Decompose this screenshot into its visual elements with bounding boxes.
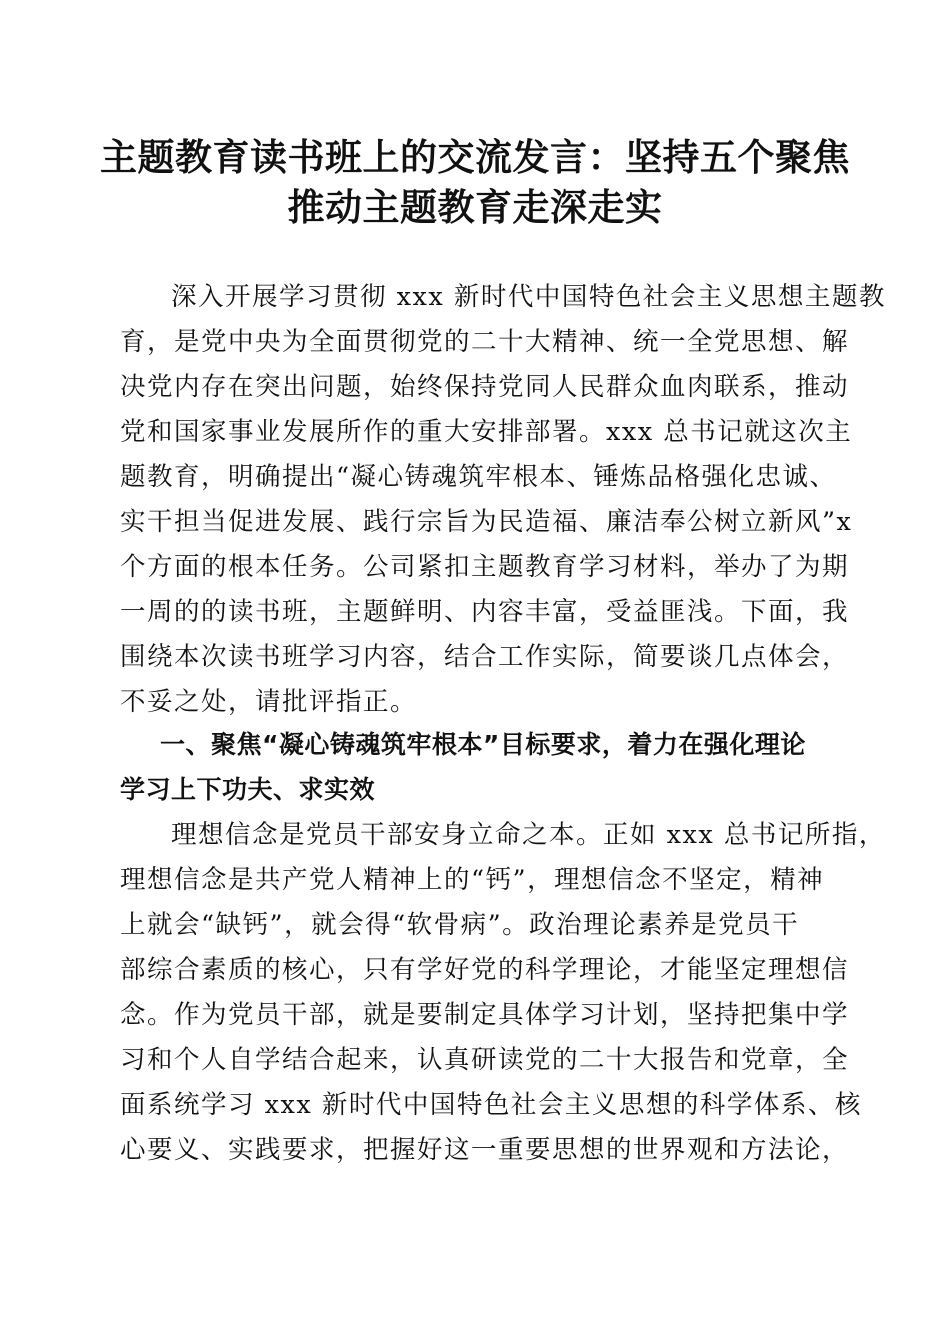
paragraph-line: 上就会“缺钙”，就会得“软骨病”。政治理论素养是党员干 [120, 910, 800, 940]
paragraph-line: 心要义、实践要求，把握好这一重要思想的世界观和方法论， [120, 1135, 850, 1165]
paragraph-line: 面系统学习 xxx 新时代中国特色社会主义思想的科学体系、核 [120, 1090, 862, 1120]
section-heading-1 [120, 722, 825, 812]
heading-line: 一、聚焦“凝心铸魂筑牢根本”目标要求，着力在强化理论 [160, 730, 806, 759]
paragraph-line: 念。作为党员干部，就是要制定具体学习计划，坚持把集中学 [120, 1000, 850, 1030]
intro-paragraph [120, 275, 886, 725]
paragraph-line: 围绕本次读书班学习内容，结合工作实际，简要谈几点体会， [120, 642, 850, 672]
paragraph-line: 个方面的根本任务。公司紧扣主题教育学习材料，举办了为期 [120, 552, 850, 582]
paragraph-line: 实干担当促进发展、践行宗旨为民造福、廉洁奉公树立新风”x [120, 507, 853, 537]
paragraph-line: 一周的的读书班，主题鲜明、内容丰富，受益匪浅。下面，我 [120, 597, 850, 627]
paragraph-line: 党和国家事业发展所作的重大安排部署。xxx 总书记就这次主 [120, 417, 853, 447]
title-line: 主题教育读书班上的交流发言：坚持五个聚焦 [100, 135, 850, 179]
title-line: 推动主题教育走深走实 [287, 185, 663, 229]
paragraph-line: 育，是党中央为全面贯彻党的二十大精神、统一全党思想、解 [120, 327, 850, 357]
paragraph-line: 深入开展学习贯彻 xxx 新时代中国特色社会主义思想主题教 [171, 282, 886, 312]
paragraph-line: 理想信念是共产党人精神上的“钙”，理想信念不坚定，精神 [120, 865, 825, 895]
paragraph-line: 题教育，明确提出“凝心铸魂筑牢根本、锤炼品格强化忠诚、 [120, 462, 837, 492]
paragraph-line: 决党内存在突出问题，始终保持党同人民群众血肉联系，推动 [120, 372, 850, 402]
paragraph-line: 不妥之处，请批评指正。 [120, 687, 418, 717]
paragraph-line: 习和个人自学结合起来，认真研读党的二十大报告和党章，全 [120, 1045, 850, 1075]
paragraph-line: 理想信念是党员干部安身立命之本。正如 xxx 总书记所指， [171, 820, 886, 850]
document-title [100, 132, 850, 232]
section-1-paragraph [120, 813, 886, 1173]
heading-line: 学习上下功夫、求实效 [120, 775, 376, 804]
paragraph-line: 部综合素质的核心，只有学好党的科学理论，才能坚定理想信 [120, 955, 850, 985]
